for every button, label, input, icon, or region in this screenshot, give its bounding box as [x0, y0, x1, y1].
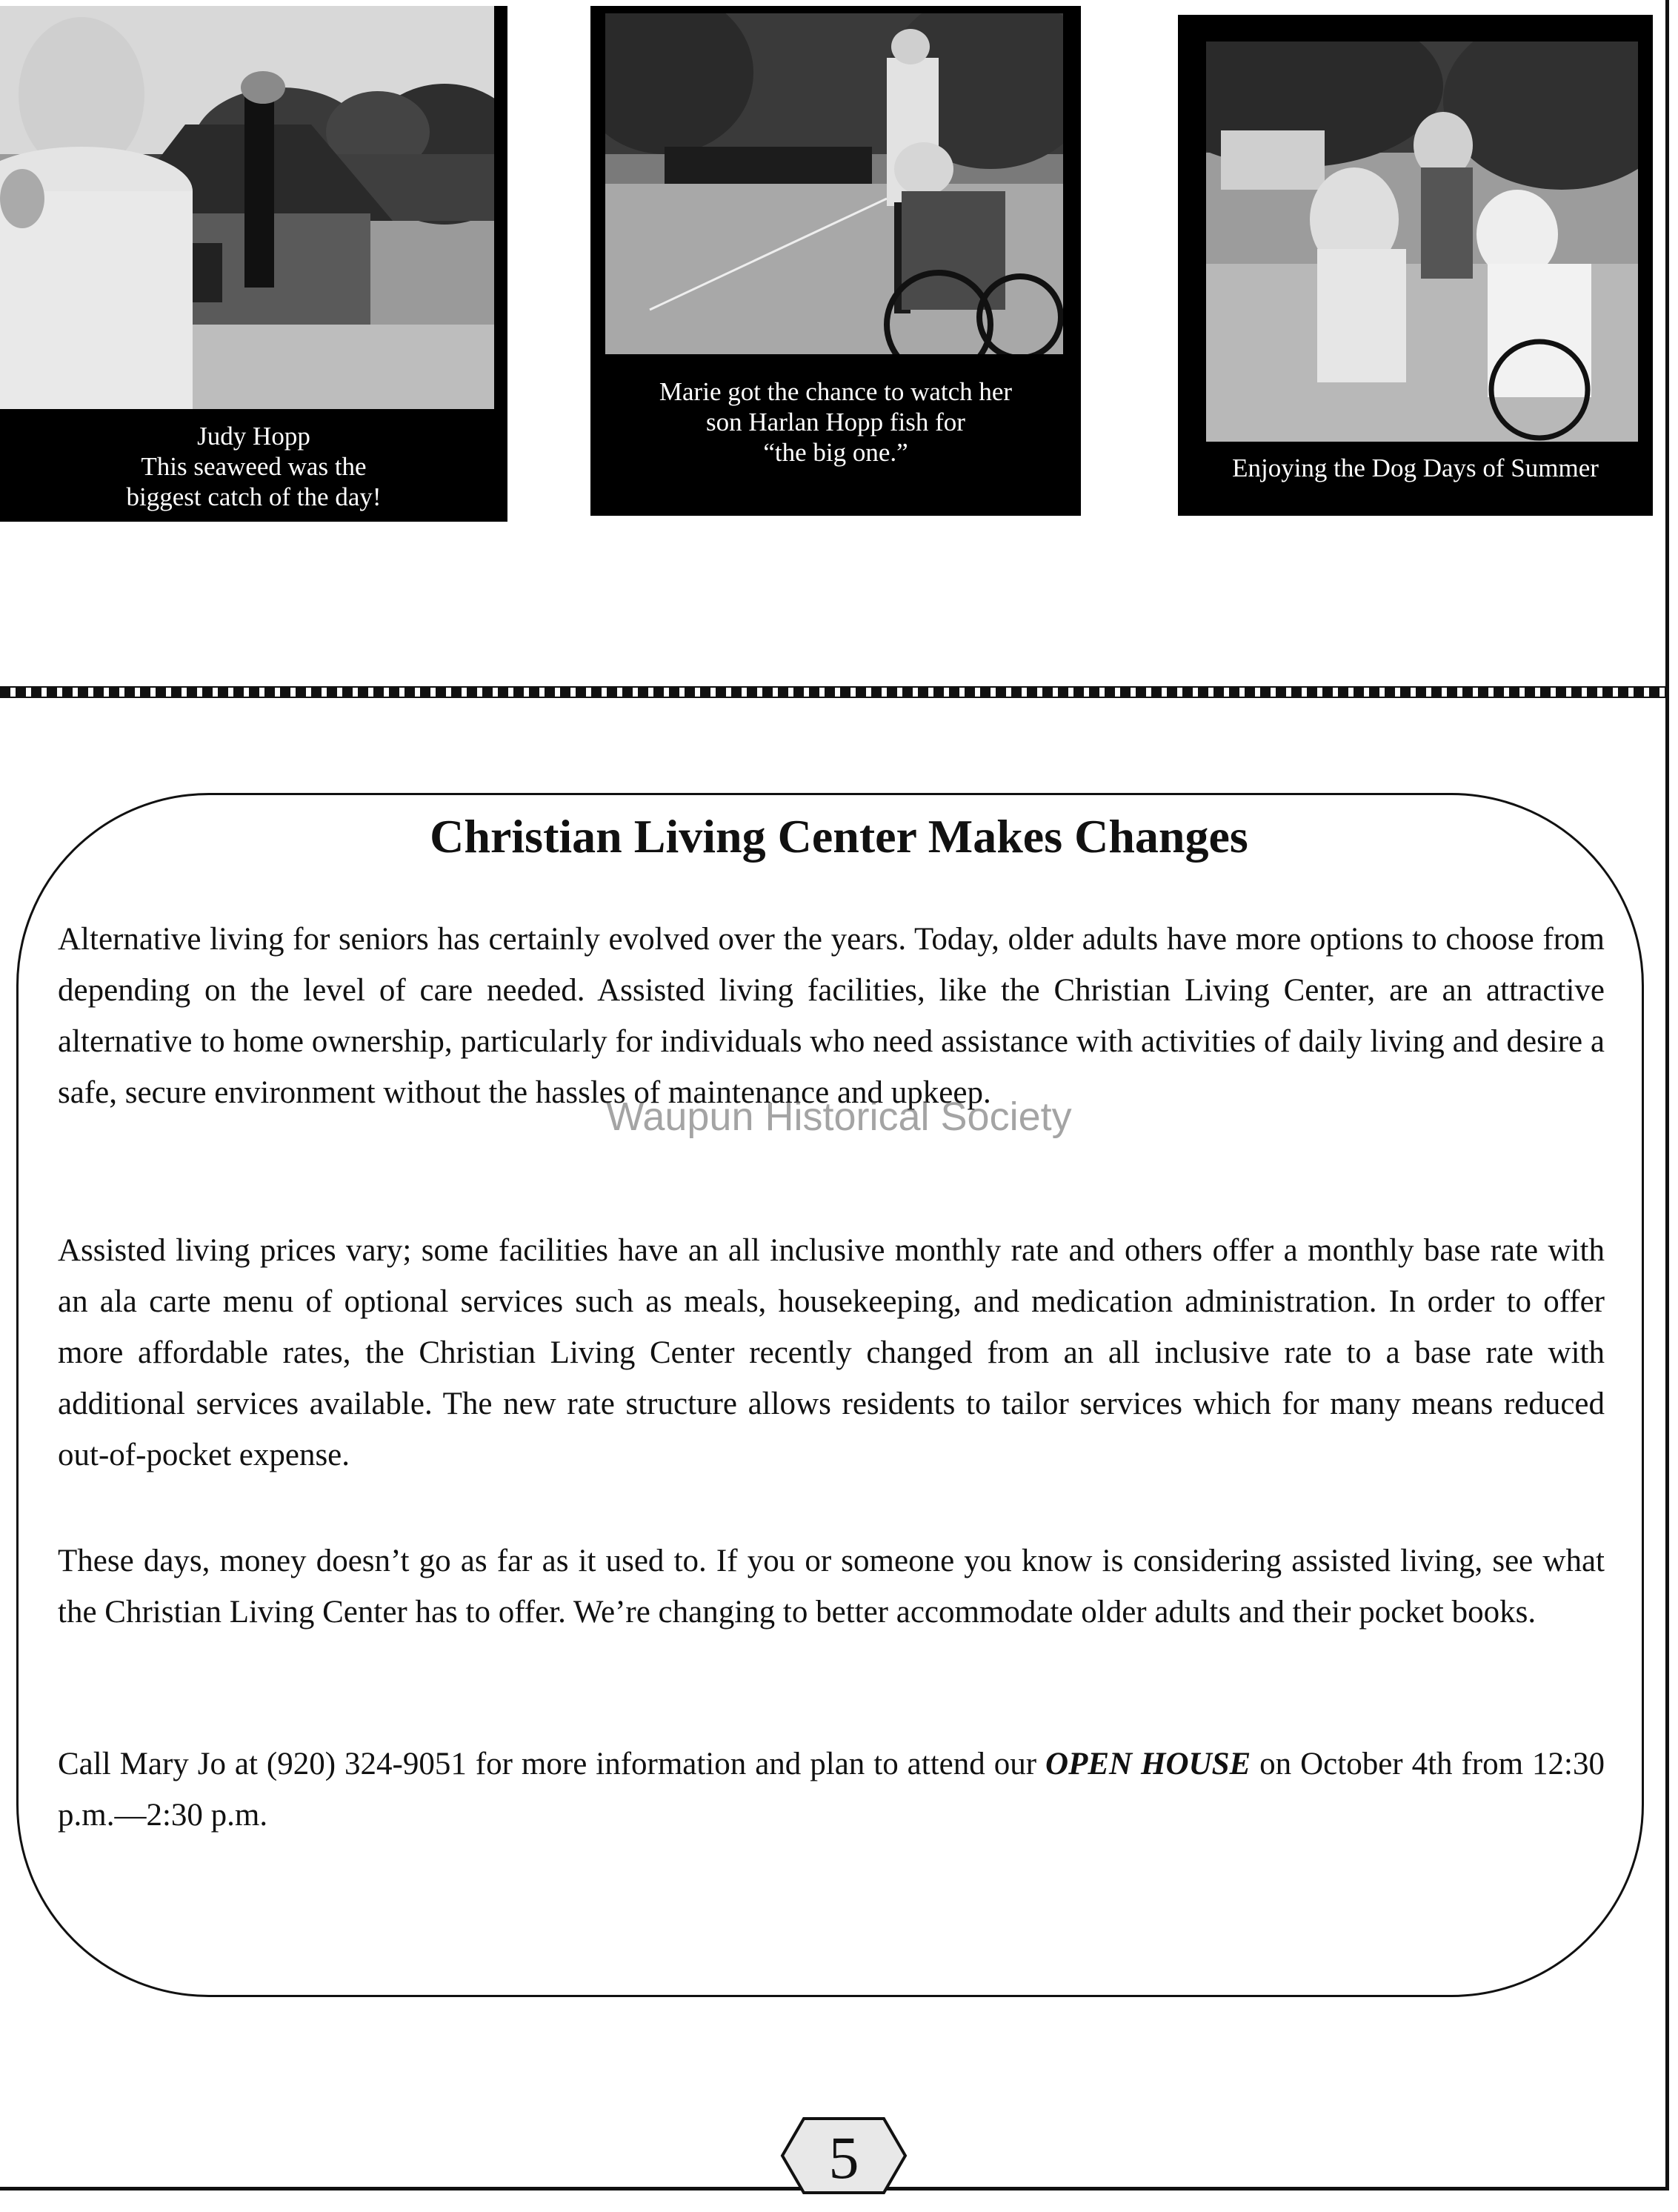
open-house-emphasis: OPEN HOUSE	[1045, 1747, 1251, 1781]
page-number-badge	[780, 2116, 908, 2195]
photo-dog-days-image	[1206, 41, 1638, 442]
photo-caption: Enjoying the Dog Days of Summer	[1232, 454, 1599, 482]
photo-card-marie-fishing	[590, 6, 1081, 516]
article-paragraph-contact	[58, 1738, 1605, 1841]
article-paragraph: These days, money doesn’t go as far as it used to. If you or someone you know is considering assisted living, see what the Christian Living Center has to offer. We’re changing to better accommodate older adults and their pocket books.	[58, 1544, 1605, 1630]
event-date-text: on October 4th from 12:30 p.m.—2:30 p.m.	[58, 1747, 1605, 1833]
article-paragraph: Assisted living prices vary; some facilities have an all inclusive monthly rate and others offer a monthly base rate with an ala carte menu of optional services such as meals, housekeeping, and medication administration. In order to offer more affordable rates, the Christian Living Center recently changed from an all inclusive rate to a base rate with additional services available. The new rate structure allows residents to tailor services which for many means reduced out-of-pocket expense.	[58, 1233, 1605, 1472]
photo-judy-seaweed	[0, 6, 494, 409]
photo-caption: Marie got the chance to watch her son Harlan Hopp fish for “the big one.”	[659, 377, 1013, 467]
photo-caption: Judy Hopp This seaweed was the biggest catch of the day!	[126, 422, 382, 511]
article-title: Christian Living Center Makes Changes	[430, 810, 1248, 863]
photo-marie-fishing-image	[605, 13, 1063, 354]
article-paragraph: Alternative living for seniors has certainly evolved over the years. Today, older adults have more options to choose from depending on the level of care needed. Assisted living facilities, like the Christian Living Center, are an attractive alternative to home ownership, particularly for individuals who need assistance with activities of daily living and desire a safe, secure environment without the hassles of maintenance and upkeep.	[58, 922, 1605, 1110]
photo-dog-days	[1206, 41, 1638, 442]
photo-judy-seaweed-image	[0, 6, 494, 409]
watermark: Waupun Historical Society	[606, 1095, 1072, 1139]
photo-marie-fishing	[605, 13, 1063, 354]
contact-text: Call Mary Jo at (920) 324-9051 for more information and plan to attend our	[58, 1747, 1046, 1781]
photo-card-judy-hopp	[0, 6, 507, 522]
photo-card-dog-days	[1178, 15, 1653, 516]
page-number: 5	[828, 2124, 859, 2191]
checkered-divider	[0, 686, 1665, 698]
